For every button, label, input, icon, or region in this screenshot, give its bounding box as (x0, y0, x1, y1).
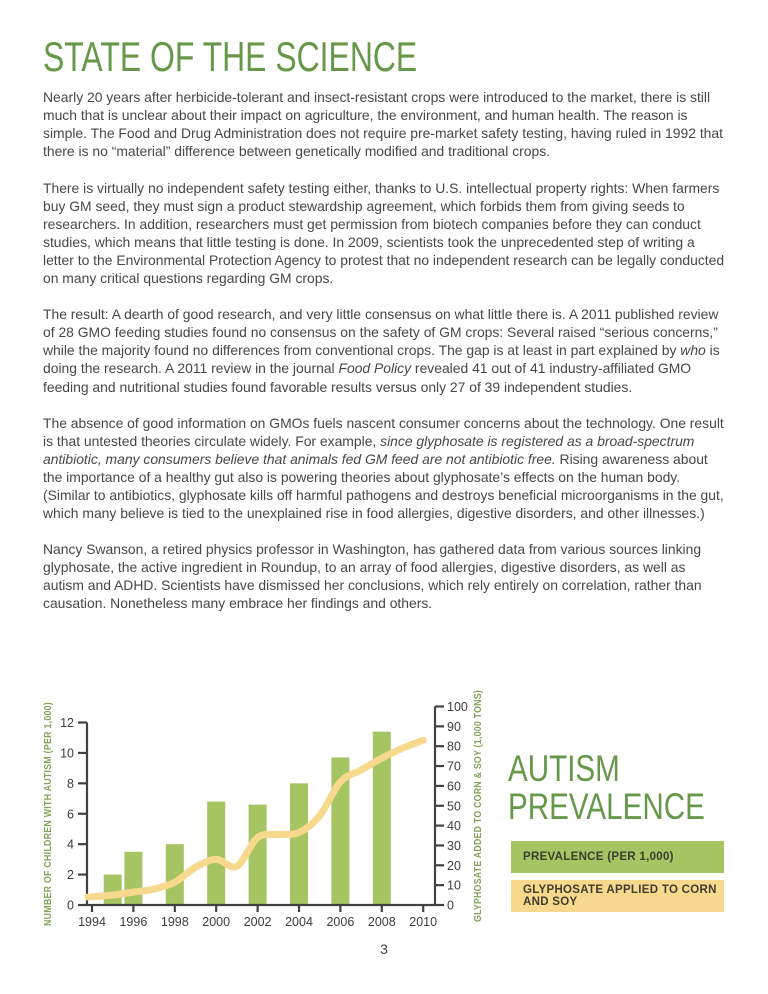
left-tick-label: 6 (67, 807, 74, 822)
x-tick-label: 2010 (409, 915, 438, 929)
right-tick-label: 30 (447, 838, 461, 853)
left-tick-label: 4 (67, 837, 74, 852)
right-tick-label: 0 (447, 898, 454, 913)
right-axis-caption: GLYPHOSATE ADDED TO CORN & SOY (1,000 TONS) (472, 668, 484, 922)
x-tick-label: 2008 (367, 915, 396, 929)
legend-item-prevalence (511, 841, 724, 873)
right-tick-label: 100 (447, 700, 468, 714)
prevalence-bar (290, 783, 308, 905)
legend-item-prevalence-label: PREVALENCE (PER 1,000) (523, 851, 674, 863)
prevalence-bar (124, 852, 142, 905)
x-tick-label: 2006 (326, 915, 355, 929)
autism-chart (34, 668, 494, 934)
page-title: STATE OF THE SCIENCE (43, 33, 418, 80)
right-tick-label: 10 (447, 878, 461, 893)
chart-heading (508, 750, 705, 826)
prevalence-bar (249, 805, 267, 905)
prevalence-bar (104, 875, 122, 905)
x-tick-label: 2004 (285, 915, 313, 929)
right-tick-label: 80 (447, 739, 461, 754)
x-tick-label: 1996 (119, 915, 148, 929)
x-tick-label: 2000 (202, 915, 231, 929)
left-tick-label: 2 (67, 868, 74, 883)
paragraph: Nearly 20 years after herbicide-tolerant and insect-resistant crops were introduced to the market, there is still much that is unclear about their impact on agriculture, the environment, and human health. The reason is simple. The Food and Drug Administration does not require pre-market safety testing, having ruled in 1992 that there is no “material” difference between genetically modified and traditional crops. (43, 89, 723, 160)
left-tick-label: 0 (67, 898, 74, 913)
left-tick-label: 12 (60, 716, 74, 730)
paragraph: The result: A dearth of good research, and very little consensus on what little there is. A 2011 published review of 28 GMO feeding studies found no consensus on the safety of GM crops: Several raised “serious concerns,” while the majority found no differences from conventional crops. The gap is at least in part explained by who is doing the research. A 2011 review in the journal Food Policy revealed 41 out of 41 industry-affiliated GMO feeding and nutritional studies found favorable results versus only 27 of 39 independent studies. (43, 306, 720, 395)
page-number: 3 (380, 941, 388, 957)
prevalence-bar (207, 802, 225, 905)
right-tick-label: 50 (447, 799, 461, 814)
left-tick-label: 8 (67, 776, 74, 791)
x-tick-label: 1994 (78, 915, 106, 929)
right-tick-label: 70 (447, 759, 461, 774)
chart-heading-line-2: PREVALENCE (508, 786, 705, 827)
autism-chart-svg (34, 668, 494, 934)
right-tick-label: 40 (447, 819, 461, 834)
right-tick-label: 90 (447, 719, 461, 734)
right-tick-label: 60 (447, 779, 461, 794)
paragraph: There is virtually no independent safety testing either, thanks to U.S. intellectual property rights: When farmers buy GM seed, they must sign a product stewardship agreement, which forbids them from giving seeds to researchers. In addition, researchers must get permission from biotech companies before they can conduct studies, which means that little testing is done. In 2009, scientists took the unprecedented step of writing a letter to the Environmental Protection Agency to protest that no independent research can be legally conducted on many critical questions regarding GM crops. (43, 179, 725, 287)
legend-item-glyphosate (511, 880, 724, 912)
legend-item-glyphosate-label: GLYPHOSATE APPLIED TO CORN AND SOY (523, 884, 717, 908)
paragraph: Nancy Swanson, a retired physics professor in Washington, has gathered data from various sources linking glyphosate, the active ingredient in Roundup, to an array of food allergies, digestive disorders, as well as autism and ADHD. Scientists have dismissed her conclusions, which rely entirely on correlation, rather than causation. Nonetheless many embrace her findings and others. (43, 541, 702, 612)
article-paragraphs (43, 88, 729, 612)
left-tick-label: 10 (60, 746, 74, 761)
x-tick-label: 2002 (243, 915, 272, 929)
right-tick-label: 20 (447, 858, 461, 873)
chart-legend (511, 841, 724, 919)
x-tick-label: 1998 (160, 915, 189, 929)
paragraph: The absence of good information on GMOs fuels nascent consumer concerns about the technology. One result is that untested theories circulate widely. For example, since glyphosate is registered as a broad-spectrum antibiotic, many consumers believe that animals fed GM feed are not antibiotic free. Rising awareness about the importance of a healthy gut also is powering theories about glyphosate’s effects on the human body. (Similar to antibiotics, glyphosate kills off harmful pathogens and destroys beneficial microorganisms in the gut, which many believe is tied to the unexplained rise in food allergies, digestive disorders, and other illnesses.) (43, 414, 724, 522)
chart-heading-line-1: AUTISM (508, 748, 620, 789)
left-axis-caption: NUMBER OF CHILDREN WITH AUTISM (PER 1,000) (42, 668, 54, 926)
